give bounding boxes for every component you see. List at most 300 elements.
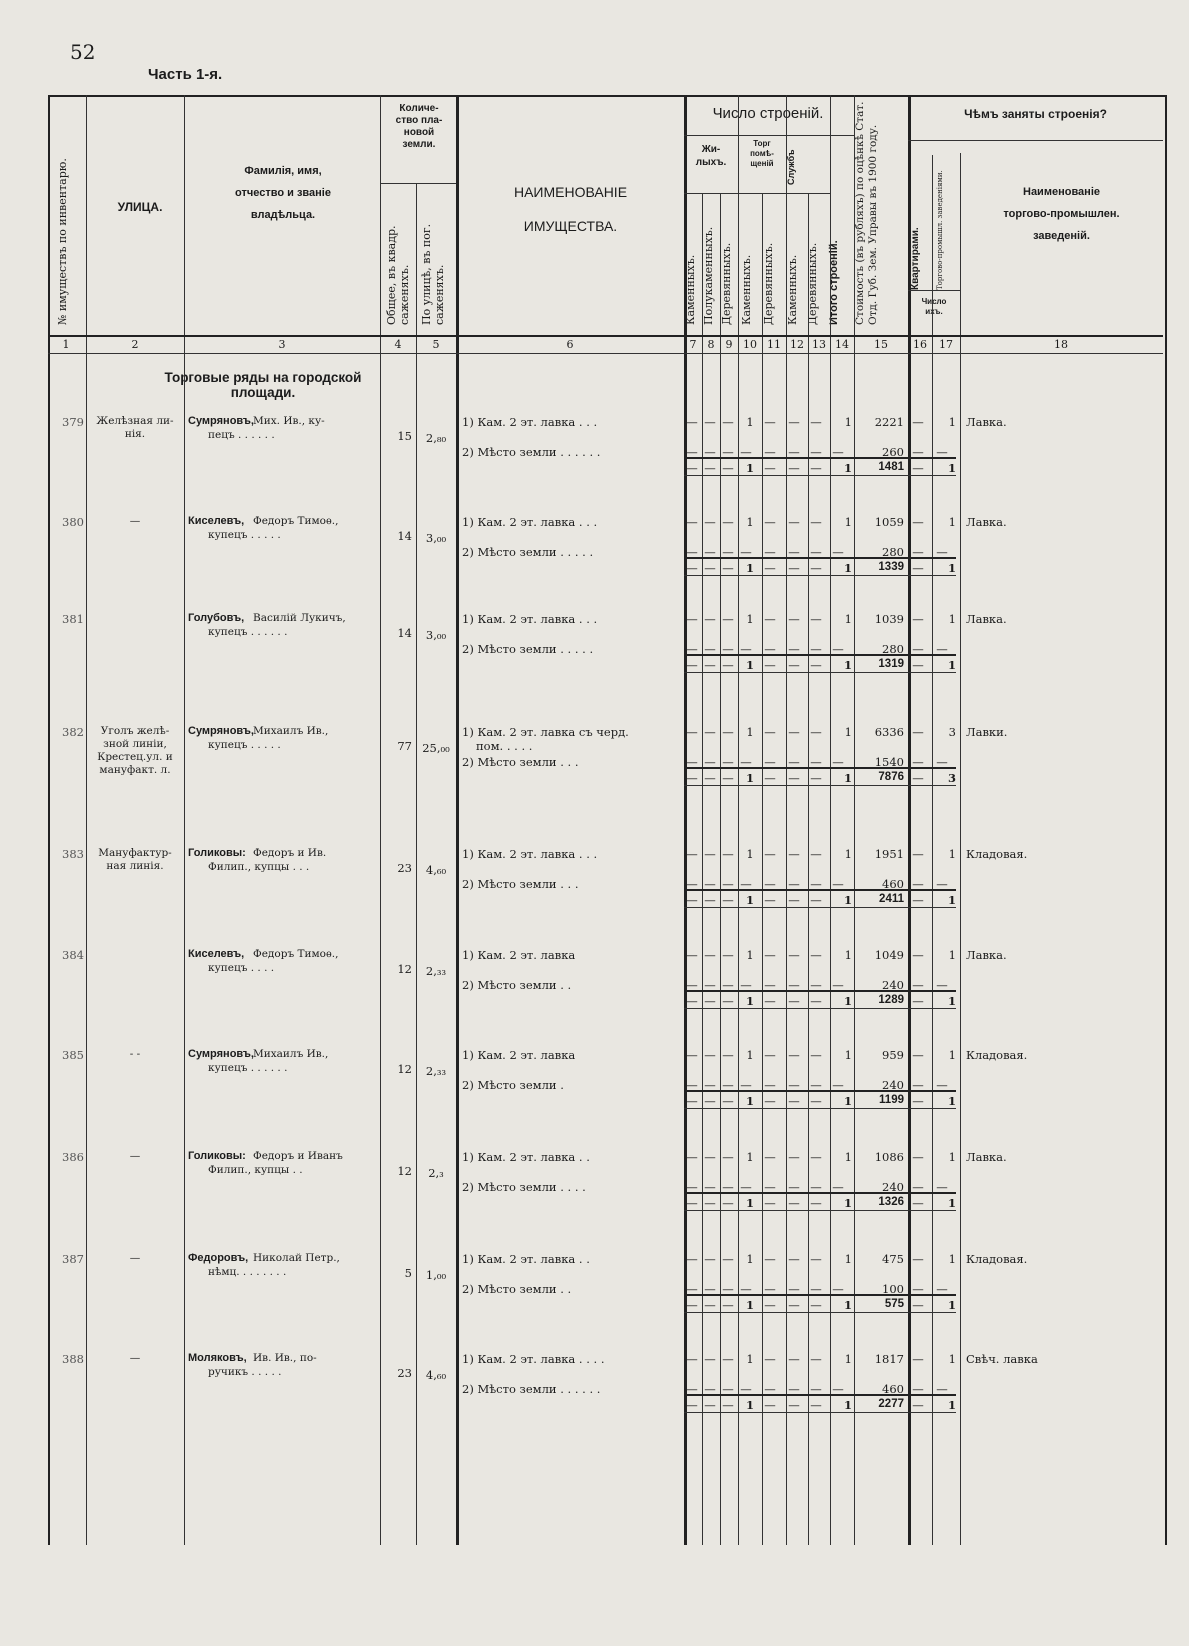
column-number: 4: [394, 338, 402, 351]
dash-mark: —: [764, 948, 776, 962]
total-count17: 1: [947, 1094, 956, 1108]
entry-street: —: [129, 1150, 141, 1162]
total-total: 1: [843, 461, 852, 475]
dash-mark: —: [704, 561, 716, 575]
dash-mark: —: [832, 1180, 844, 1194]
column-number: 9: [725, 338, 733, 351]
entry-frontage: 2,₈₀: [425, 431, 447, 445]
cell-total: 1: [844, 415, 852, 429]
entry-frontage: 3,₀₀: [425, 628, 447, 642]
dash-mark: —: [686, 461, 698, 475]
entry-owner-rest: Филип., купцы . .: [208, 1164, 303, 1176]
entry-area: 14: [397, 529, 412, 543]
entry-item1: 1) Кам. 2 эт. лавка . . .: [462, 415, 598, 429]
cell-total: 1: [844, 1048, 852, 1062]
entry-owner-rest: Ив. Ив., по-: [253, 1352, 317, 1364]
dash-mark: —: [788, 1298, 800, 1312]
entry-total: 1289: [878, 994, 904, 1006]
dash-mark: —: [740, 642, 752, 656]
dash-mark: —: [764, 561, 776, 575]
total-total: 1: [843, 771, 852, 785]
entry-owner-rest: купецъ . . . . .: [208, 739, 281, 751]
column-number: 2: [131, 338, 139, 351]
dash-mark: —: [704, 1094, 716, 1108]
dash-mark: —: [686, 948, 698, 962]
dash-mark: —: [912, 1196, 924, 1210]
cell-total: 1: [844, 1252, 852, 1266]
dash-mark: —: [704, 1382, 716, 1396]
grid-hline: [684, 193, 830, 194]
dash-mark: —: [912, 642, 924, 656]
dash-mark: —: [788, 725, 800, 739]
dash-mark: —: [912, 415, 924, 429]
grid-vline: [86, 95, 87, 1545]
dash-mark: —: [832, 877, 844, 891]
entry-frontage: 4,₆₀: [425, 863, 447, 877]
entry-count17: 1: [948, 847, 956, 861]
dash-mark: —: [810, 1352, 822, 1366]
dash-mark: —: [704, 612, 716, 626]
dash-mark: —: [810, 994, 822, 1008]
entry-owner-rest: купецъ . . . .: [208, 962, 275, 974]
dash-mark: —: [764, 545, 776, 559]
entry-total: 2277: [878, 1398, 904, 1410]
entry-owner-rest: Мих. Ив., ку-: [253, 415, 325, 427]
dash-mark: —: [740, 1180, 752, 1194]
buildings-header: Число строеній.: [712, 105, 824, 122]
dash-mark: —: [704, 1352, 716, 1366]
dash-mark: —: [810, 415, 822, 429]
entry-frontage: 4,₆₀: [425, 1368, 447, 1382]
dash-mark: —: [704, 1298, 716, 1312]
entry-number: 379: [62, 415, 84, 429]
dash-mark: —: [764, 1398, 776, 1412]
grid-vline: [738, 95, 739, 1545]
dash-mark: —: [722, 515, 734, 529]
dash-mark: —: [810, 642, 822, 656]
dash-mark: —: [832, 978, 844, 992]
dash-mark: —: [912, 755, 924, 769]
dash-mark: —: [788, 1094, 800, 1108]
grid-vline: [960, 153, 961, 1545]
entry-item1: 1) Кам. 2 эт. лавка . . .: [462, 515, 598, 529]
service-header: Службъ: [786, 149, 796, 185]
dash-mark: —: [722, 978, 734, 992]
dash-mark: —: [810, 1180, 822, 1194]
dash-mark: —: [764, 415, 776, 429]
dash-mark: —: [764, 1196, 776, 1210]
entry-owner-rest: купецъ . . . . . .: [208, 1062, 288, 1074]
dash-mark: —: [722, 461, 734, 475]
dash-mark: —: [936, 642, 948, 656]
dash-mark: —: [764, 515, 776, 529]
dash-mark: —: [686, 1382, 698, 1396]
entry-total: 1326: [878, 1196, 904, 1208]
dash-mark: —: [912, 1180, 924, 1194]
entry-item1: 1) Кам. 2 эт. лавка: [462, 1048, 576, 1062]
total-total: 1: [843, 1094, 852, 1108]
column-number: 11: [767, 338, 781, 351]
entry-item2: 2) Мѣсто земли . .: [462, 1282, 572, 1296]
grid-vline: [762, 193, 763, 1545]
cell-count: 1: [746, 1150, 754, 1164]
dash-mark: —: [722, 1150, 734, 1164]
entry-owner-rest: ручикъ . . . . .: [208, 1366, 282, 1378]
dash-mark: —: [686, 1298, 698, 1312]
entry-owner-rest: Федоръ Тимоѳ.,: [253, 948, 339, 960]
dash-mark: —: [788, 1196, 800, 1210]
dash-mark: —: [936, 445, 948, 459]
dash-mark: —: [810, 847, 822, 861]
dash-mark: —: [722, 1382, 734, 1396]
entry-owner-rest: Михаилъ Ив.,: [253, 1048, 329, 1060]
entry-area: 5: [404, 1266, 412, 1280]
total-count: 1: [745, 461, 754, 475]
entry-owner-name: Голубовъ,: [188, 612, 245, 624]
entry-total: 2411: [879, 893, 904, 905]
dash-mark: —: [788, 755, 800, 769]
dash-mark: —: [764, 1094, 776, 1108]
grid-vline: [684, 95, 687, 1545]
cell-count: 1: [746, 725, 754, 739]
column-number: 17: [939, 338, 953, 351]
grid-hline: [908, 140, 1163, 141]
dash-mark: —: [810, 948, 822, 962]
entry-value1: 6336: [874, 725, 904, 739]
entry-owner-rest: Михаилъ Ив.,: [253, 725, 329, 737]
grid-vline: [184, 95, 185, 1545]
entry-value1: 475: [882, 1252, 904, 1266]
entry-owner-name: Сумряновъ,: [188, 415, 254, 427]
entry-value2: 100: [882, 1282, 904, 1296]
entry-street: нія.: [124, 428, 146, 440]
dash-mark: —: [722, 755, 734, 769]
total-underline: [684, 1412, 956, 1413]
entry-value2: 460: [882, 1382, 904, 1396]
dash-mark: —: [764, 658, 776, 672]
entry-count17: 1: [948, 612, 956, 626]
entry-count17: 1: [948, 1352, 956, 1366]
entry-kind: Кладовая.: [966, 1048, 1028, 1062]
cell-total: 1: [844, 948, 852, 962]
total-underline: [684, 907, 956, 908]
dash-mark: —: [764, 461, 776, 475]
dash-mark: —: [704, 545, 716, 559]
total-count: 1: [745, 1094, 754, 1108]
entry-item1: 1) Кам. 2 эт. лавка . .: [462, 1150, 590, 1164]
dash-mark: —: [788, 1282, 800, 1296]
entry-item1: 1) Кам. 2 эт. лавка . . . .: [462, 1352, 605, 1366]
dash-mark: —: [686, 612, 698, 626]
entry-item2: 2) Мѣсто земли . . . . .: [462, 545, 594, 559]
total-line: [684, 1090, 956, 1092]
entry-value2: 240: [882, 978, 904, 992]
dash-mark: —: [936, 1078, 948, 1092]
entry-owner-rest: купецъ . . . . . .: [208, 626, 288, 638]
dash-mark: —: [810, 1398, 822, 1412]
inventory-table: [48, 95, 1165, 1545]
dash-mark: —: [740, 1282, 752, 1296]
dash-mark: —: [704, 725, 716, 739]
dash-mark: —: [788, 1252, 800, 1266]
dash-mark: —: [912, 877, 924, 891]
grid-vline: [830, 95, 831, 1545]
dash-mark: —: [704, 445, 716, 459]
dash-mark: —: [740, 445, 752, 459]
dash-mark: —: [788, 1398, 800, 1412]
entry-value2: 260: [882, 445, 904, 459]
entry-kind: Лавка.: [966, 1150, 1007, 1164]
dash-mark: —: [686, 978, 698, 992]
dash-mark: —: [788, 415, 800, 429]
dash-mark: —: [912, 1048, 924, 1062]
dash-mark: —: [764, 755, 776, 769]
entry-area: 12: [397, 1164, 412, 1178]
dash-mark: —: [936, 877, 948, 891]
dash-mark: —: [740, 1382, 752, 1396]
entry-street: Желѣзная ли-: [96, 415, 174, 427]
dash-mark: —: [912, 545, 924, 559]
dash-mark: —: [788, 1352, 800, 1366]
dash-mark: —: [912, 1282, 924, 1296]
grid-vline: [932, 155, 933, 1545]
dash-mark: —: [704, 978, 716, 992]
dash-mark: —: [764, 725, 776, 739]
col4-header: Общее, въ квадр. саженяхъ.: [385, 225, 411, 325]
total-total: 1: [843, 994, 852, 1008]
column-number: 7: [689, 338, 697, 351]
dash-mark: —: [722, 642, 734, 656]
residential-header: Жи- лыхъ.: [695, 144, 727, 168]
dash-mark: —: [740, 877, 752, 891]
col15-header: Стоимость (въ рубляхъ) по оцѣнкѣ Стат. Отд. Губ. Зем. Управы въ 1900 году.: [854, 101, 879, 325]
entry-count17: 1: [948, 1252, 956, 1266]
cell-count: 1: [746, 612, 754, 626]
dash-mark: —: [810, 877, 822, 891]
trade-header: Торг помѣ- щеній: [750, 139, 774, 168]
dash-mark: —: [686, 1352, 698, 1366]
entry-frontage: 25,₀₀: [422, 741, 450, 755]
entry-value1: 1039: [874, 612, 904, 626]
entry-number: 381: [62, 612, 84, 626]
entry-count17: 1: [948, 415, 956, 429]
entry-owner-name: Голиковы:: [188, 1150, 246, 1162]
dash-mark: —: [704, 658, 716, 672]
column-number: 8: [707, 338, 715, 351]
dash-mark: —: [704, 1048, 716, 1062]
dash-mark: —: [788, 948, 800, 962]
dash-mark: —: [810, 561, 822, 575]
dash-mark: —: [912, 1094, 924, 1108]
total-total: 1: [843, 1196, 852, 1210]
dash-mark: —: [686, 415, 698, 429]
cell-total: 1: [844, 1352, 852, 1366]
dash-mark: —: [740, 545, 752, 559]
dash-mark: —: [722, 1298, 734, 1312]
dash-mark: —: [832, 642, 844, 656]
entry-value2: 280: [882, 545, 904, 559]
dash-mark: —: [722, 1282, 734, 1296]
column-number: 6: [566, 338, 574, 351]
entry-kind: Кладовая.: [966, 1252, 1028, 1266]
entry-street: —: [129, 1352, 141, 1364]
entry-number: 383: [62, 847, 84, 861]
dash-mark: —: [810, 545, 822, 559]
dash-mark: —: [704, 948, 716, 962]
column-number: 16: [913, 338, 927, 351]
cell-count: 1: [746, 847, 754, 861]
dash-mark: —: [810, 1078, 822, 1092]
dash-mark: —: [764, 445, 776, 459]
entry-number: 387: [62, 1252, 84, 1266]
entry-frontage: 3,₀₀: [425, 531, 447, 545]
dash-mark: —: [686, 893, 698, 907]
dash-mark: —: [912, 847, 924, 861]
entry-number: 380: [62, 515, 84, 529]
dash-mark: —: [764, 1048, 776, 1062]
dash-mark: —: [810, 1282, 822, 1296]
entry-item1: 1) Кам. 2 эт. лавка съ черд.: [462, 725, 629, 739]
entry-owner-name: Киселевъ,: [188, 515, 245, 527]
grid-vline: [416, 183, 417, 1545]
dash-mark: —: [764, 847, 776, 861]
entry-street: Уголъ желѣ-: [100, 725, 170, 737]
dash-mark: —: [704, 415, 716, 429]
entry-number: 382: [62, 725, 84, 739]
column-number: 5: [432, 338, 440, 351]
entry-owner-rest: купецъ . . . . .: [208, 529, 281, 541]
dash-mark: —: [912, 515, 924, 529]
dash-mark: —: [912, 893, 924, 907]
section-title: Торговые ряды на городской площади.: [164, 370, 362, 400]
entry-owner-name: Моляковъ,: [188, 1352, 247, 1364]
land-header: Количе- ство пла- новой земли.: [395, 103, 443, 150]
entry-total: 1199: [879, 1094, 904, 1106]
dash-mark: —: [810, 515, 822, 529]
entry-kind: Лавка.: [966, 948, 1007, 962]
dash-mark: —: [788, 561, 800, 575]
entry-item2: 2) Мѣсто земли . . . .: [462, 1180, 586, 1194]
dash-mark: —: [788, 771, 800, 785]
total-count: 1: [745, 994, 754, 1008]
dash-mark: —: [764, 978, 776, 992]
dash-mark: —: [810, 1196, 822, 1210]
dash-mark: —: [686, 1398, 698, 1412]
entry-value1: 2221: [874, 415, 904, 429]
total-count17: 3: [947, 771, 956, 785]
dash-mark: —: [810, 978, 822, 992]
entry-number: 384: [62, 948, 84, 962]
entry-street: зной линіи,: [103, 738, 167, 750]
dash-mark: —: [740, 978, 752, 992]
dash-mark: —: [686, 515, 698, 529]
dash-mark: —: [722, 771, 734, 785]
total-total: 1: [843, 1298, 852, 1312]
dash-mark: —: [722, 725, 734, 739]
entry-owner-rest: Василій Лукичъ,: [253, 612, 346, 624]
entry-frontage: 2,₃₃: [425, 964, 447, 978]
dash-mark: —: [704, 642, 716, 656]
dash-mark: —: [686, 1078, 698, 1092]
dash-mark: —: [788, 1048, 800, 1062]
entry-item2: 2) Мѣсто земли . . .: [462, 877, 579, 891]
column-number: 15: [874, 338, 888, 351]
entry-kind: Лавки.: [966, 725, 1008, 739]
dash-mark: —: [686, 561, 698, 575]
dash-mark: —: [832, 1078, 844, 1092]
dash-mark: —: [936, 1282, 948, 1296]
col10-header: Каменныхъ.: [740, 254, 753, 325]
col7-header: Каменныхъ.: [684, 254, 697, 325]
total-count: 1: [745, 1196, 754, 1210]
grid-vline: [854, 95, 855, 1545]
table-border: [48, 95, 1167, 1545]
col5-header: По улицѣ, въ пог. саженяхъ.: [420, 223, 446, 325]
grid-hline: [48, 335, 1163, 337]
entry-owner-rest: пецъ . . . . . .: [208, 429, 275, 441]
column-number: 14: [835, 338, 849, 351]
dash-mark: —: [912, 1382, 924, 1396]
dash-mark: —: [764, 1282, 776, 1296]
entry-owner-rest: Филип., купцы . . .: [208, 861, 310, 873]
dash-mark: —: [810, 1150, 822, 1164]
entry-item2: 2) Мѣсто земли . . . . .: [462, 642, 594, 656]
entry-number: 385: [62, 1048, 84, 1062]
col11-header: Деревянныхъ.: [762, 242, 775, 325]
cell-total: 1: [844, 1150, 852, 1164]
entry-owner-name: Федоровъ,: [188, 1252, 249, 1264]
col3-header: Фамилія, имя, отчество и званіе владѣльца.: [235, 165, 331, 221]
dash-mark: —: [788, 847, 800, 861]
dash-mark: —: [788, 1150, 800, 1164]
dash-mark: —: [788, 658, 800, 672]
dash-mark: —: [810, 725, 822, 739]
entry-owner-rest: Федоръ и Ив.: [253, 847, 327, 859]
column-number: 10: [743, 338, 757, 351]
entry-value2: 240: [882, 1180, 904, 1194]
total-count: 1: [745, 658, 754, 672]
entry-item2: 2) Мѣсто земли . . . . . .: [462, 1382, 601, 1396]
dash-mark: —: [686, 658, 698, 672]
entry-area: 23: [397, 1366, 412, 1380]
entry-item2: 2) Мѣсто земли .: [462, 1078, 564, 1092]
entry-owner-rest: нѣмц. . . . . . . .: [208, 1266, 287, 1278]
dash-mark: —: [686, 994, 698, 1008]
entry-count17: 1: [948, 1150, 956, 1164]
dash-mark: —: [722, 994, 734, 1008]
total-line: [684, 1294, 956, 1296]
total-count: 1: [745, 771, 754, 785]
col6-header: НАИМЕНОВАНІЕ ИМУЩЕСТВА.: [513, 184, 628, 234]
dash-mark: —: [704, 877, 716, 891]
total-count: 1: [745, 893, 754, 907]
dash-mark: —: [686, 725, 698, 739]
dash-mark: —: [936, 1180, 948, 1194]
total-line: [684, 990, 956, 992]
dash-mark: —: [704, 1398, 716, 1412]
dash-mark: —: [912, 612, 924, 626]
entry-owner-name: Киселевъ,: [188, 948, 245, 960]
dash-mark: —: [722, 658, 734, 672]
dash-mark: —: [788, 612, 800, 626]
column-number: 18: [1054, 338, 1068, 351]
grid-vline: [808, 193, 809, 1545]
entry-frontage: 1,₀₀: [425, 1268, 447, 1282]
dash-mark: —: [686, 1094, 698, 1108]
grid-vline: [380, 95, 381, 1545]
entry-total: 1319: [878, 658, 904, 670]
cell-count: 1: [746, 1252, 754, 1266]
